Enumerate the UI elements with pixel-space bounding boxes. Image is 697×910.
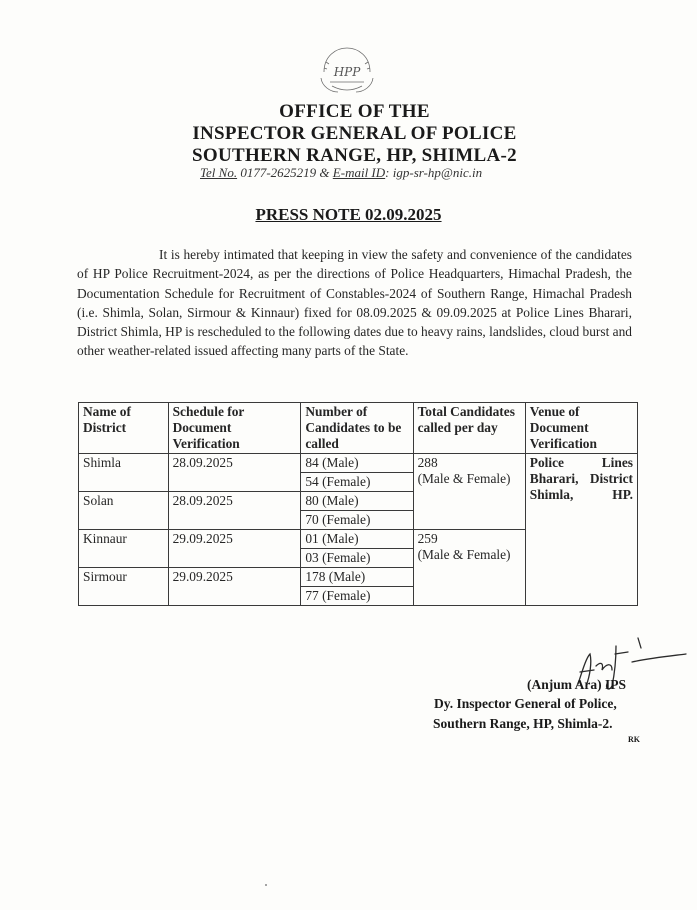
total-count: 288	[417, 455, 438, 470]
total-cell	[413, 530, 525, 606]
signatory-name: (Anjum Ara) IPS	[527, 677, 627, 692]
header-schedule: Schedule for Document Verification	[168, 403, 301, 454]
female-count-cell: 03 (Female)	[301, 549, 413, 568]
office-title-line2: INSPECTOR GENERAL OF POLICE	[192, 123, 517, 144]
signatory-designation: Dy. Inspector General of Police,	[434, 696, 617, 711]
total-label: (Male & Female)	[417, 547, 511, 562]
table-row	[79, 454, 638, 473]
date-cell: 29.09.2025	[168, 568, 301, 606]
male-count-cell: 178 (Male)	[301, 568, 413, 587]
district-cell: Sirmour	[79, 568, 169, 606]
police-emblem-logo	[316, 42, 378, 100]
header-district: Name of District	[79, 403, 169, 454]
tel-label: Tel No.	[200, 165, 238, 180]
date-cell: 29.09.2025	[168, 530, 301, 568]
signatory-office: Southern Range, HP, Shimla-2.	[433, 716, 613, 731]
district-cell: Shimla	[79, 454, 169, 492]
scan-speck	[265, 884, 267, 886]
header-number: Number of Candidates to be called	[301, 403, 413, 454]
date-cell: 28.09.2025	[168, 454, 301, 492]
female-count-cell: 54 (Female)	[301, 473, 413, 492]
male-count-cell: 01 (Male)	[301, 530, 413, 549]
table-header-row	[79, 403, 638, 454]
schedule-table	[78, 402, 638, 606]
total-cell	[413, 454, 525, 530]
district-cell: Solan	[79, 492, 169, 530]
tel-value: 0177-2625219 &	[240, 165, 330, 180]
venue-cell: Police Lines Bharari, District Shimla, HP.	[525, 454, 637, 606]
district-cell: Kinnaur	[79, 530, 169, 568]
header-venue: Venue of Document Verification	[525, 403, 637, 454]
date-cell: 28.09.2025	[168, 492, 301, 530]
total-count: 259	[417, 531, 438, 546]
email-label: E-mail ID	[332, 165, 386, 180]
female-count-cell: 70 (Female)	[301, 511, 413, 530]
logo-lettering: HPP	[333, 65, 361, 79]
male-count-cell: 80 (Male)	[301, 492, 413, 511]
initials: RK	[628, 735, 640, 744]
female-count-cell: 77 (Female)	[301, 587, 413, 606]
office-title-line1: OFFICE OF THE	[279, 101, 430, 122]
male-count-cell: 84 (Male)	[301, 454, 413, 473]
press-note-title: PRESS NOTE 02.09.2025	[255, 205, 442, 224]
header-total: Total Candidates called per day	[413, 403, 525, 454]
total-label: (Male & Female)	[417, 471, 511, 486]
contact-line: Tel No. 0177-2625219 & E-mail ID: igp-sr-hp@nic.in	[200, 165, 483, 180]
email-value: igp-sr-hp@nic.in	[392, 165, 483, 180]
office-title-line3: SOUTHERN RANGE, HP, SHIMLA-2	[192, 145, 517, 166]
body-paragraph: It is hereby intimated that keeping in view the safety and convenience of the candidates of HP Police Recruitment-2024, as per the directions of Police Headquarters, Himachal Pradesh, the Documentation Schedule for Recruitment of Constables-2024 of Southern Range, Himachal Pradesh (i.e. Shimla, Solan, Sirmour & Kinnaur) fixed for 08.09.2025 & 09.09.2025 at Police Lines Bharari, District Shimla, HP is rescheduled to the following dates due to heavy rains, landslides, cloud burst and other weather-related issued affecting many parts of the State.	[77, 247, 632, 359]
